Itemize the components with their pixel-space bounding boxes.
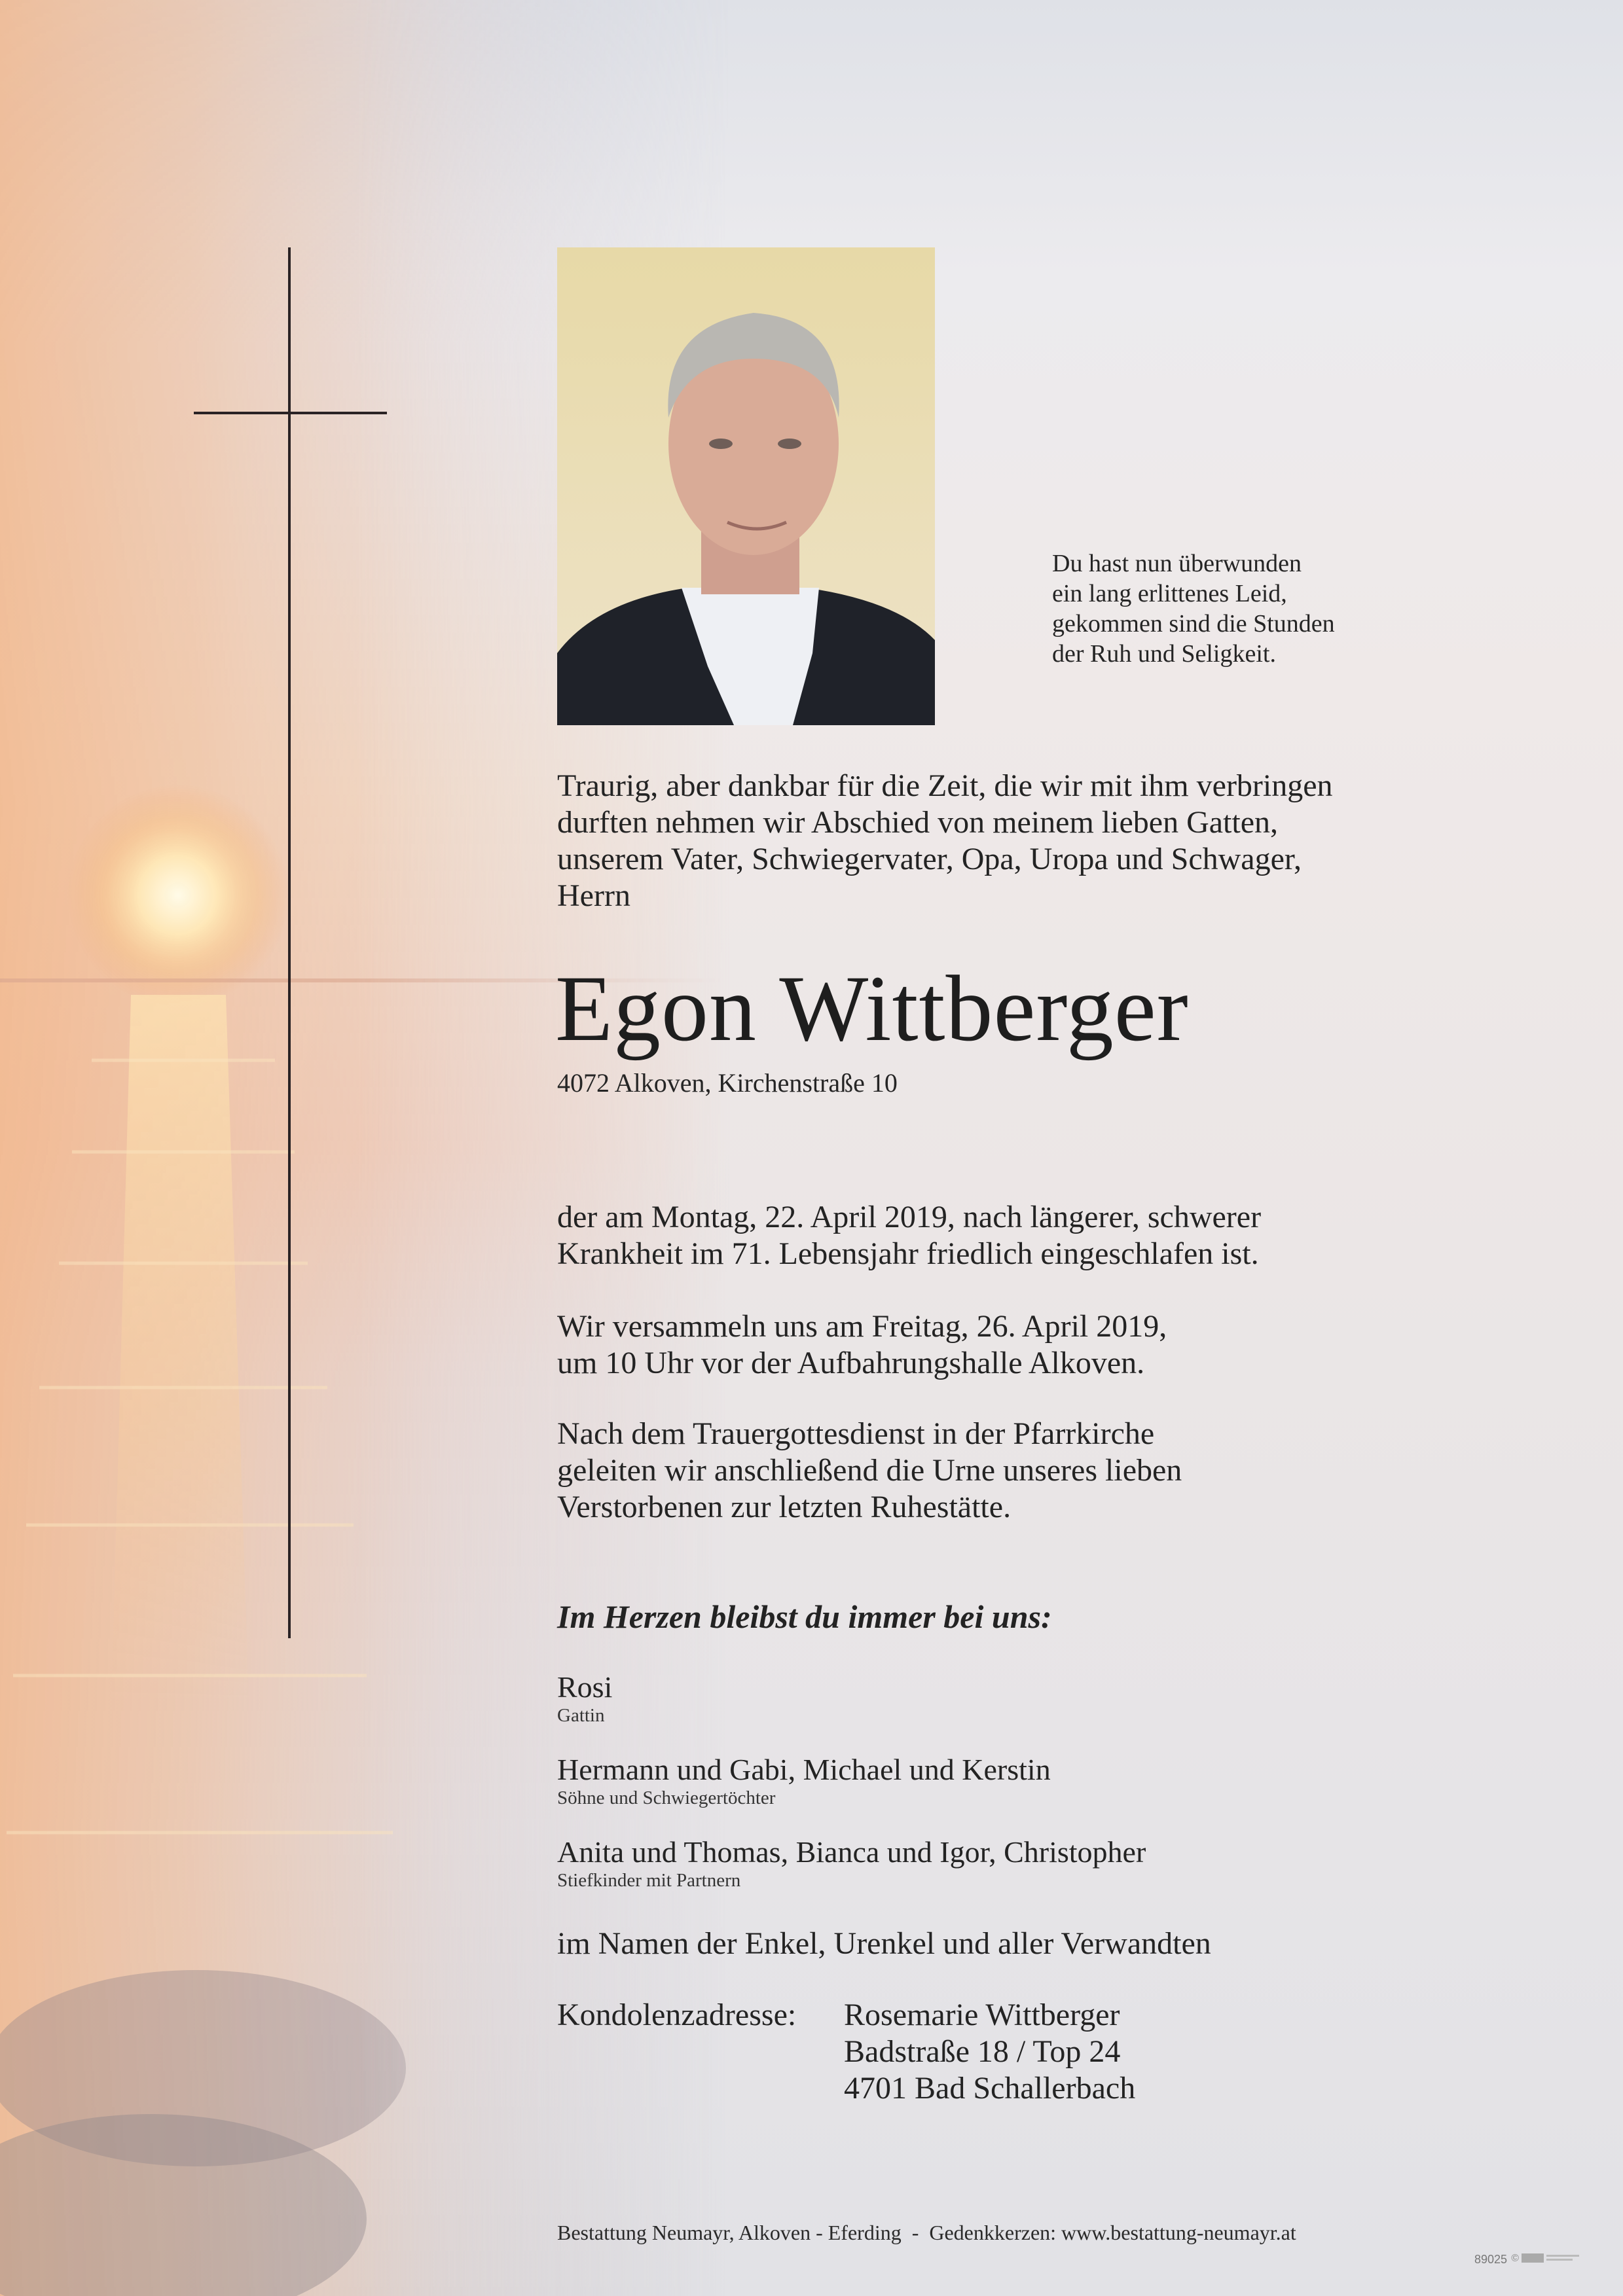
svg-text:©: © bbox=[1511, 2253, 1519, 2264]
service-line: Nach dem Trauergottesdienst in der Pfarrkirche bbox=[557, 1416, 1155, 1451]
service-line: Verstorbenen zur letzten Ruhestätte. bbox=[557, 1490, 1012, 1524]
condolence-label: Kondolenzadresse: bbox=[557, 1998, 797, 2032]
condolence-line: 4701 Bad Schallerbach bbox=[844, 2071, 1136, 2106]
condolence-address bbox=[557, 1997, 1212, 2108]
mourner-group bbox=[557, 1753, 1146, 1809]
intro-line: durften nehmen wir Abschied von meinem lieben Gatten, bbox=[557, 805, 1279, 840]
death-notice-paragraph bbox=[557, 1199, 1261, 1272]
gathering-line: Wir versammeln uns am Freitag, 26. April 2019, bbox=[557, 1309, 1167, 1344]
mourner-names: Rosi bbox=[557, 1670, 613, 1704]
gathering-line: um 10 Uhr vor der Aufbahrungshalle Alkoven. bbox=[557, 1346, 1145, 1380]
memorial-verse bbox=[1052, 548, 1335, 669]
deceased-address: 4072 Alkoven, Kirchenstraße 10 bbox=[557, 1068, 898, 1098]
intro-line: Herrn bbox=[557, 878, 630, 913]
condolence-address-lines bbox=[844, 1997, 1135, 2107]
gathering-paragraph bbox=[557, 1308, 1167, 1382]
mourner-role: Söhne und Schwiegertöchter bbox=[557, 1787, 776, 1808]
mourner-role: Gattin bbox=[557, 1705, 605, 1726]
deceased-name: Egon Wittberger bbox=[555, 957, 1189, 1061]
intro-paragraph bbox=[557, 768, 1333, 914]
verse-line: gekommen sind die Stunden bbox=[1052, 610, 1335, 637]
service-line: geleiten wir anschließend die Urne unseres lieben bbox=[557, 1453, 1182, 1488]
condolence-line: Rosemarie Wittberger bbox=[844, 1998, 1120, 2032]
condolence-line: Badstraße 18 / Top 24 bbox=[844, 2034, 1121, 2069]
verse-line: der Ruh und Seligkeit. bbox=[1052, 640, 1276, 668]
service-paragraph bbox=[557, 1416, 1182, 1526]
death-notice-line: der am Montag, 22. April 2019, nach längerer, schwerer bbox=[557, 1200, 1262, 1234]
mourner-role: Stiefkinder mit Partnern bbox=[557, 1870, 741, 1891]
mourner-group bbox=[557, 1670, 1146, 1727]
death-notice-line: Krankheit im 71. Lebensjahr friedlich eingeschlafen ist. bbox=[557, 1236, 1259, 1271]
mourner-names: Anita und Thomas, Bianca und Igor, Christopher bbox=[557, 1835, 1146, 1869]
funeral-home-footer: Bestattung Neumayr, Alkoven - Eferding - Gedenkkerzen: www.bestattung-neumayr.at bbox=[557, 2221, 1296, 2244]
intro-line: Traurig, aber dankbar für die Zeit, die wir mit ihm verbringen bbox=[557, 768, 1333, 803]
mourners-heading: Im Herzen bleibst du immer bei uns: bbox=[557, 1598, 1052, 1635]
portrait-photo bbox=[557, 247, 935, 725]
cross-vertical bbox=[288, 247, 291, 1638]
printer-logo-icon bbox=[1511, 2250, 1583, 2268]
mourner-names: Hermann und Gabi, Michael und Kerstin bbox=[557, 1753, 1051, 1786]
mourners-list bbox=[557, 1670, 1146, 1918]
cross-horizontal bbox=[194, 412, 387, 414]
template-code: 89025 bbox=[1474, 2253, 1508, 2266]
mourner-group bbox=[557, 1835, 1146, 1892]
intro-line: unserem Vater, Schwiegervater, Opa, Uropa und Schwager, bbox=[557, 842, 1302, 876]
verse-line: ein lang erlittenes Leid, bbox=[1052, 580, 1287, 607]
on-behalf-line: im Namen der Enkel, Urenkel und aller Verwandten bbox=[557, 1926, 1211, 1961]
verse-line: Du hast nun überwunden bbox=[1052, 550, 1302, 577]
